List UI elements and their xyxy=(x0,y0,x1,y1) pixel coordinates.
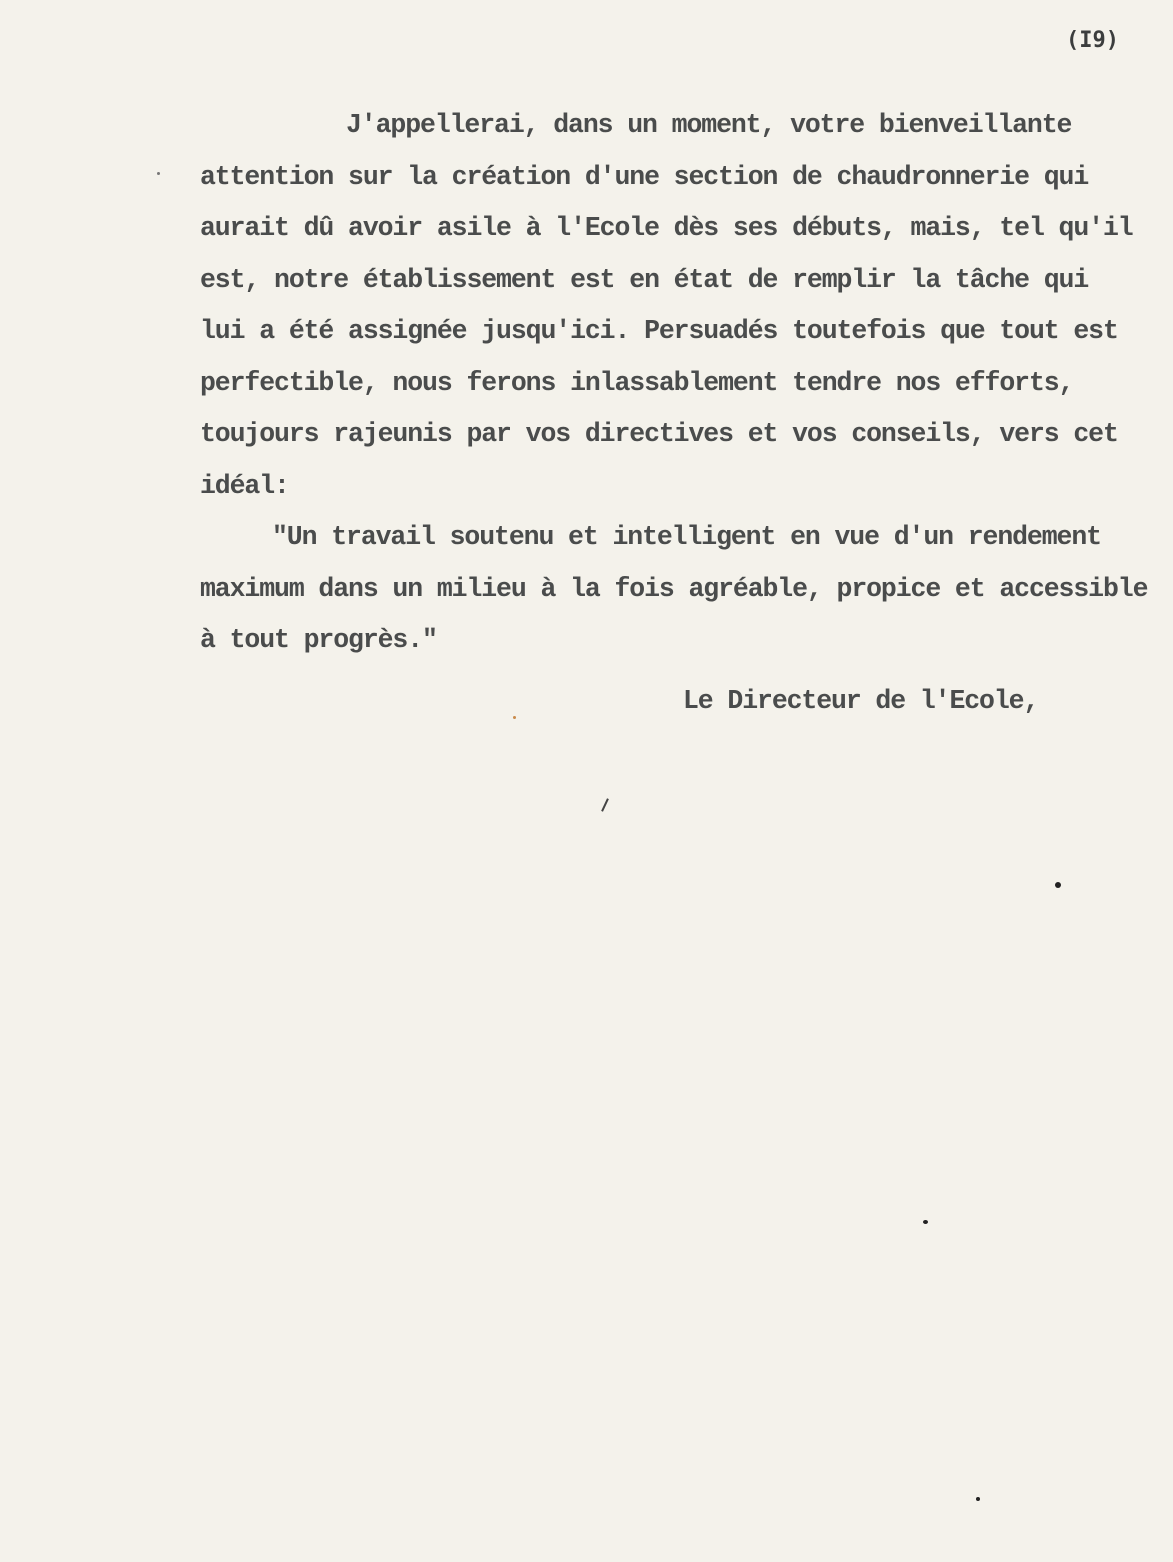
text-line: J'appellerai, dans un moment, votre bienveillante xyxy=(346,110,1072,140)
text-line: lui a été assignée jusqu'ici. Persuadés toutefois que tout est xyxy=(200,316,1118,346)
paper-speck xyxy=(1055,882,1061,888)
letter-body xyxy=(200,100,1160,667)
text-line: aurait dû avoir asile à l'Ecole dès ses débuts, mais, tel qu'il xyxy=(200,213,1133,243)
text-line: attention sur la création d'une section de chaudronnerie qui xyxy=(200,161,1089,192)
text-line: toujours rajeunis par vos directives et vos conseils, vers cet xyxy=(200,419,1118,449)
paper-speck xyxy=(923,1220,928,1224)
text-line: idéal: xyxy=(200,470,289,501)
paper-speck xyxy=(976,1497,980,1501)
text-line: est, notre établissement est en état de remplir la tâche qui xyxy=(200,264,1089,295)
quote-line: à tout progrès." xyxy=(200,625,437,655)
paper-speck xyxy=(157,172,160,175)
quote-line: maximum dans un milieu à la fois agréable, propice et accessible xyxy=(200,573,1148,604)
signature-line: Le Directeur de l'Ecole, xyxy=(683,686,1039,716)
text-line: perfectible, nous ferons inlassablement tendre nos efforts, xyxy=(200,367,1074,398)
quote-line: "Un travail soutenu et intelligent en vue d'un rendement xyxy=(272,522,1101,552)
page-number: (I9) xyxy=(1066,28,1119,53)
pen-mark xyxy=(601,798,609,812)
paper-speck xyxy=(513,716,516,719)
